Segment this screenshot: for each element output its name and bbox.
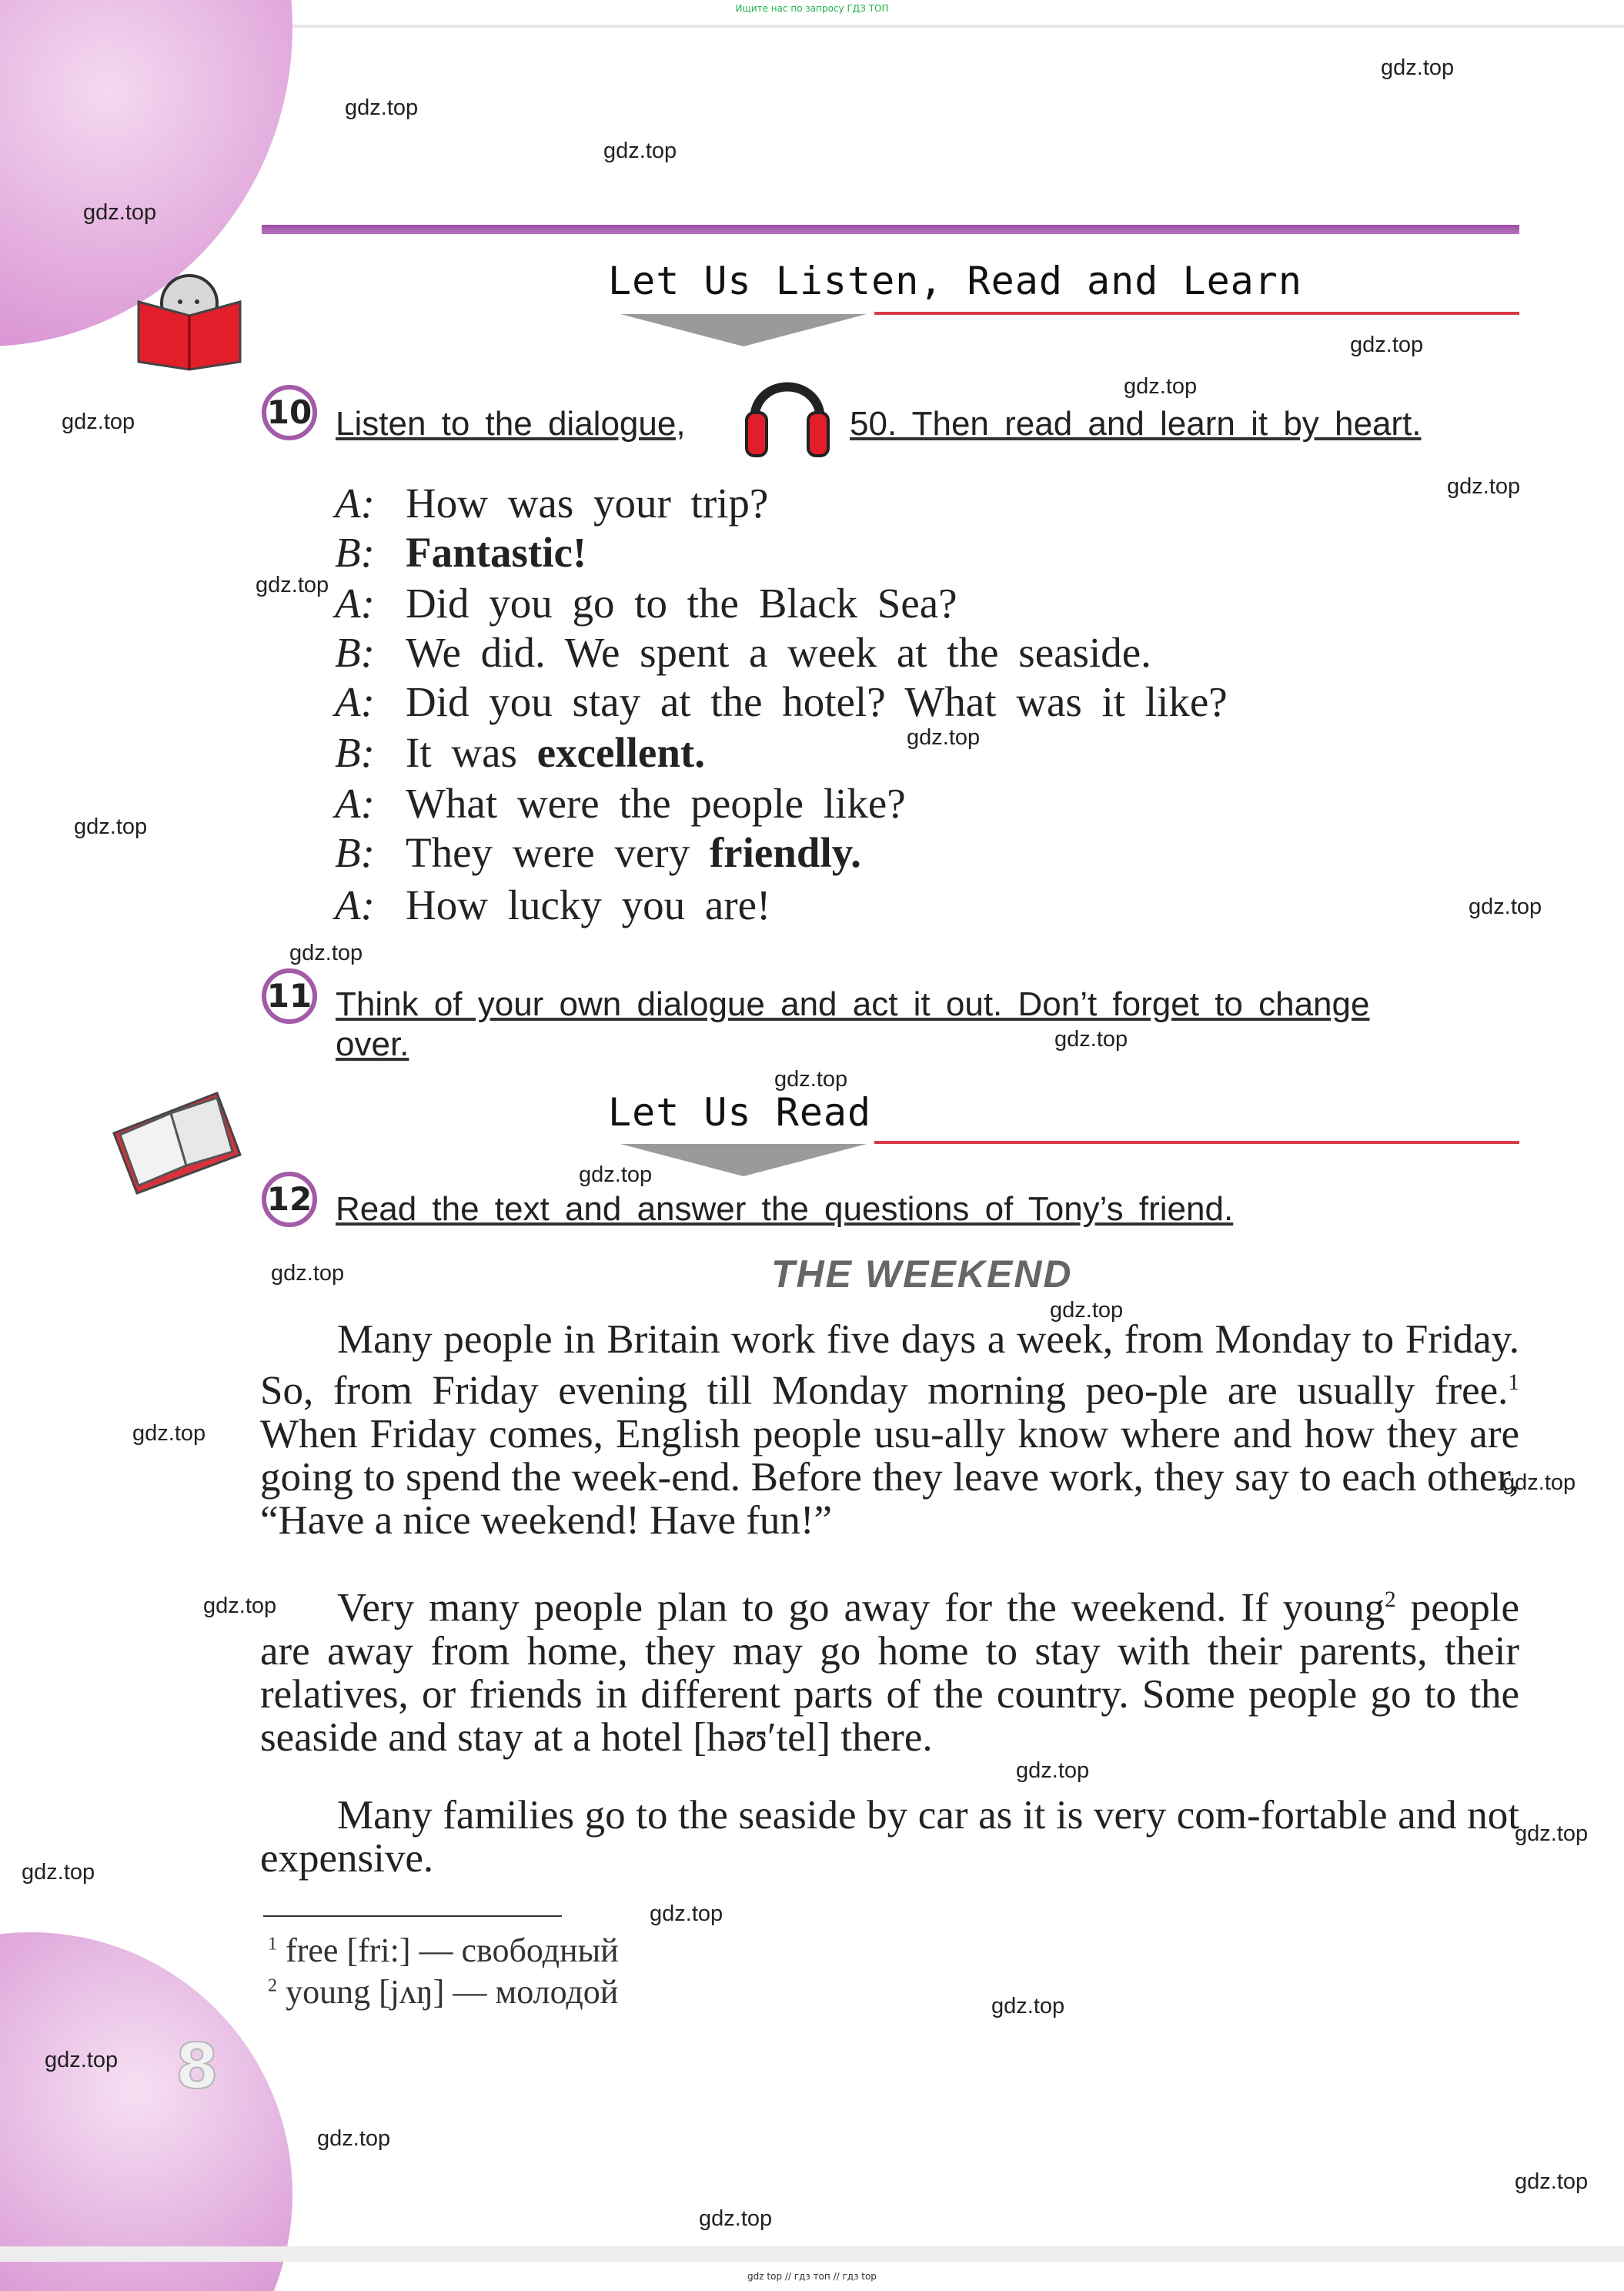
section-title-rule (874, 312, 1519, 315)
watermark: gdz.top (1054, 1027, 1128, 1052)
watermark: gdz.top (289, 941, 363, 965)
dialogue-line: A: What were the people like? (335, 780, 906, 827)
watermark: gdz.top (1124, 374, 1198, 399)
watermark: gdz.top (317, 2126, 391, 2151)
section-arrow (620, 314, 867, 346)
watermark: gdz.top (1502, 1470, 1576, 1495)
task-10-instruction-end: 50. Then read and learn it by heart. (850, 405, 1422, 443)
watermark: gdz.top (907, 725, 981, 750)
watermark: gdz.top (345, 95, 419, 120)
corner-decoration-bottom (0, 1932, 292, 2291)
watermark: gdz.top (1515, 1821, 1589, 1846)
watermark: gdz.top (991, 1994, 1065, 2018)
dialogue-line: B: It was excellent. (335, 729, 706, 776)
watermark: gdz.top (603, 139, 677, 163)
watermark: gdz.top (132, 1421, 206, 1446)
watermark: gdz.top (256, 573, 329, 597)
watermark: gdz.top (650, 1901, 723, 1926)
section-title-let-us-read: Let Us Read (608, 1090, 872, 1135)
task-11-instruction-cont: over. (336, 1025, 409, 1063)
watermark: gdz.top (45, 2048, 119, 2072)
dialogue-line: A: How lucky you are! (335, 881, 771, 928)
section-arrow (620, 1144, 867, 1176)
task-11-instruction: Think of your own dialogue and act it out. Don’t forget to change (336, 985, 1370, 1023)
watermark: gdz.top (203, 1594, 277, 1618)
watermark: gdz.top (1350, 333, 1424, 357)
dialogue-line: A: How was your trip? (335, 480, 769, 527)
footnote: $^2$ young [jʌŋ] — молодой (268, 1973, 619, 2011)
watermark: gdz.top (579, 1162, 653, 1187)
dialogue-line: B: Fantastic! (335, 529, 587, 576)
dialogue-line: B: They were very friendly. (335, 829, 861, 876)
watermark: gdz.top (1447, 474, 1521, 499)
watermark: gdz.top (1515, 2169, 1589, 2194)
dialogue-line: B: We did. We spent a week at the seaside. (335, 629, 1151, 676)
task-number-badge: 11 (262, 968, 317, 1024)
watermark: gdz.top (83, 200, 157, 225)
task-10-instruction-start: Listen to the dialogue, (336, 405, 686, 443)
section-title-listen-read-learn: Let Us Listen, Read and Learn (608, 259, 1302, 303)
page-number: 8 (175, 2031, 219, 2102)
open-book-icon (109, 1087, 245, 1195)
watermark: gdz.top (22, 1860, 95, 1885)
watermark: gdz.top (1016, 1758, 1090, 1783)
story-paragraph: Many families go to the seaside by car as it is very com-fortable and not expensive. (260, 1793, 1519, 1881)
headphones-icon[interactable] (743, 360, 831, 460)
watermark: gdz.top (271, 1261, 345, 1286)
task-12-instruction: Read the text and answer the questions of Tony’s friend. (336, 1190, 1234, 1228)
dialogue-line: A: Did you go to the Black Sea? (335, 580, 957, 627)
watermark: gdz.top (1469, 895, 1542, 919)
watermark: gdz.top (699, 2206, 773, 2231)
watermark: gdz.top (62, 410, 135, 434)
story-paragraph: Many people in Britain work five days a week, from Monday to Friday. So, from Friday evening till Monday morning peo-ple are usually free.$^1$ When Friday comes, English people usu-ally know where and how they are going to spend the week-end. Before they leave work, they say to each other, “Have a nice weekend! Have fun!” (260, 1317, 1519, 1543)
dialogue-line: A: Did you stay at the hotel? What was it like? (335, 678, 1228, 725)
story-paragraph: Very many people plan to go away for the weekend. If young$^2$ people are away from home, they may go home to stay with their parents, their relatives, or friends in different parts of the country. Some people go to the seaside and stay at a hotel [həʊ′tel] there. (260, 1585, 1519, 1760)
watermark: gdz.top (74, 814, 148, 839)
story-title: THE WEEKEND (771, 1253, 1073, 1296)
bottom-links[interactable]: gdz top // гдз топ // гдз top (747, 2271, 877, 2282)
top-notice[interactable]: Ищите нас по запросу ГДЗ ТОП (735, 3, 889, 14)
task-number-badge: 12 (262, 1172, 317, 1227)
task-number-badge: 10 (262, 385, 317, 440)
footnote-divider (263, 1915, 562, 1917)
section-title-rule (874, 1141, 1519, 1144)
header-band (262, 225, 1519, 234)
watermark: gdz.top (774, 1067, 848, 1092)
watermark: gdz.top (1381, 55, 1455, 80)
footnote: $^1$ free [fri:] — свободный (268, 1931, 619, 1969)
watermark: gdz.top (1050, 1298, 1124, 1323)
bottom-divider (0, 2246, 1624, 2262)
reading-child-icon (135, 271, 243, 371)
